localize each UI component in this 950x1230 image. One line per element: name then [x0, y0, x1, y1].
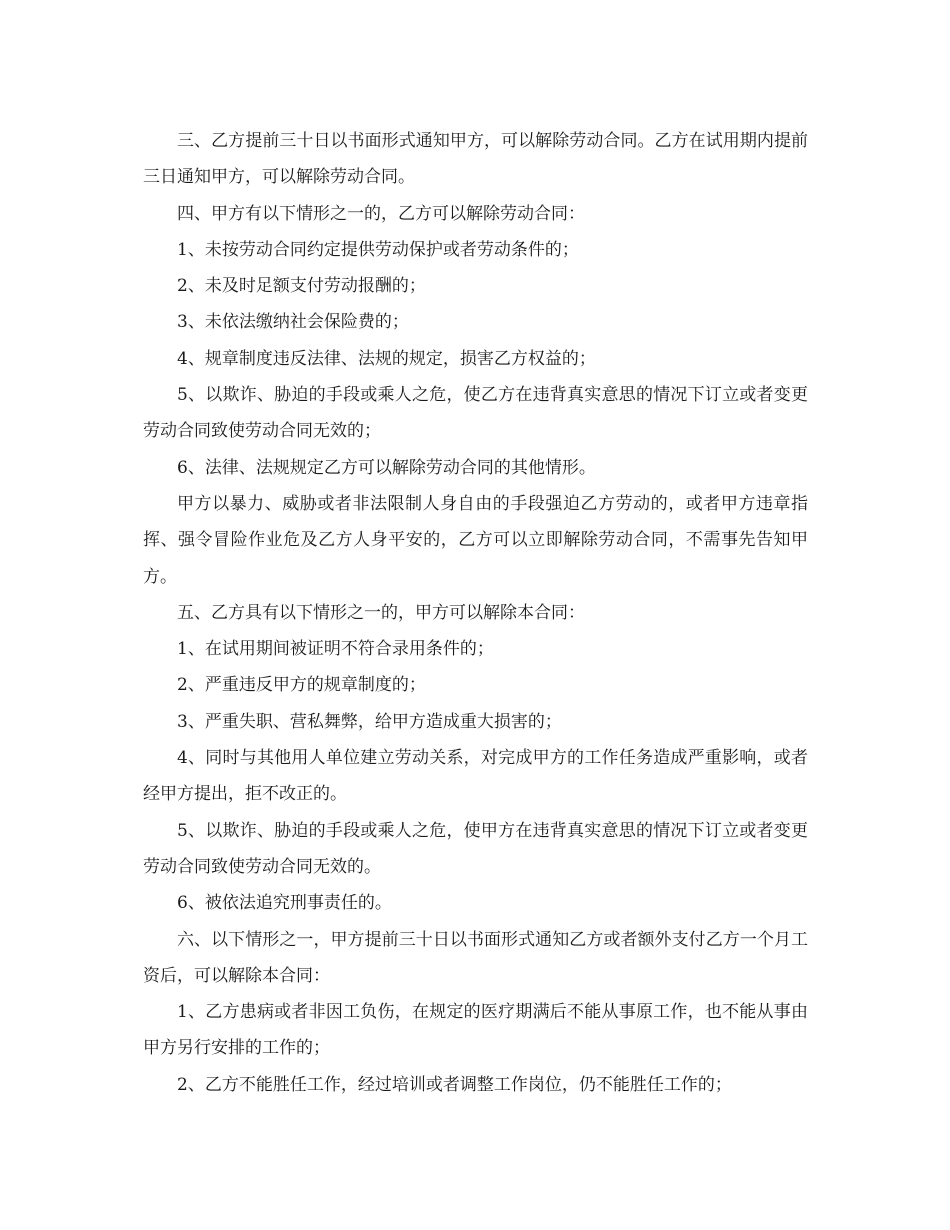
paragraph-section-four-heading: 四、甲方有以下情形之一的，乙方可以解除劳动合同：	[177, 203, 585, 224]
paragraph-item: 6、被依法追究刑事责任的。	[177, 893, 392, 914]
paragraph-item: 5、以欺诈、胁迫的手段或乘人之危，使乙方在违背真实意思的情况下订立或者变更劳动合同致使劳动合同无效的；	[143, 385, 808, 442]
paragraph-item: 6、法律、法规规定乙方可以解除劳动合同的其他情形。	[177, 457, 596, 478]
paragraph-notice-resignation: 三、乙方提前三十日以书面形式通知甲方，可以解除劳动合同。乙方在试用期内提前三日通知甲方，可以解除劳动合同。	[143, 131, 808, 188]
paragraph-item: 3、严重失职、营私舞弊，给甲方造成重大损害的；	[177, 711, 562, 732]
paragraph-item: 1、在试用期间被证明不符合录用条件的；	[177, 639, 494, 660]
paragraph-immediate-termination: 甲方以暴力、威胁或者非法限制人身自由的手段强迫乙方劳动的，或者甲方违章指挥、强令冒险作业危及乙方人身平安的，乙方可以立即解除劳动合同，不需事先告知甲方。	[143, 493, 808, 587]
paragraph-item: 5、以欺诈、胁迫的手段或乘人之危，使甲方在违背真实意思的情况下订立或者变更劳动合同致使劳动合同无效的。	[143, 820, 808, 877]
document-body	[143, 123, 808, 1103]
paragraph-item: 3、未依法缴纳社会保险费的；	[177, 312, 409, 333]
paragraph-item: 1、未按劳动合同约定提供劳动保护或者劳动条件的；	[177, 239, 579, 260]
paragraph-item: 4、同时与其他用人单位建立劳动关系，对完成甲方的工作任务造成严重影响，或者经甲方提出，拒不改正的。	[143, 748, 808, 805]
paragraph-item: 2、乙方不能胜任工作，经过培训或者调整工作岗位，仍不能胜任工作的；	[177, 1074, 732, 1095]
paragraph-section-six-heading: 六、以下情形之一，甲方提前三十日以书面形式通知乙方或者额外支付乙方一个月工资后，可以解除本合同：	[143, 929, 808, 986]
paragraph-item: 1、乙方患病或者非因工负伤，在规定的医疗期满后不能从事原工作，也不能从事由甲方另行安排的工作的；	[143, 1002, 808, 1059]
paragraph-item: 4、规章制度违反法律、法规的规定，损害乙方权益的；	[177, 348, 596, 369]
paragraph-item: 2、未及时足额支付劳动报酬的；	[177, 276, 426, 297]
paragraph-section-five-heading: 五、乙方具有以下情形之一的，甲方可以解除本合同：	[177, 602, 585, 623]
paragraph-item: 2、严重违反甲方的规章制度的；	[177, 675, 426, 696]
